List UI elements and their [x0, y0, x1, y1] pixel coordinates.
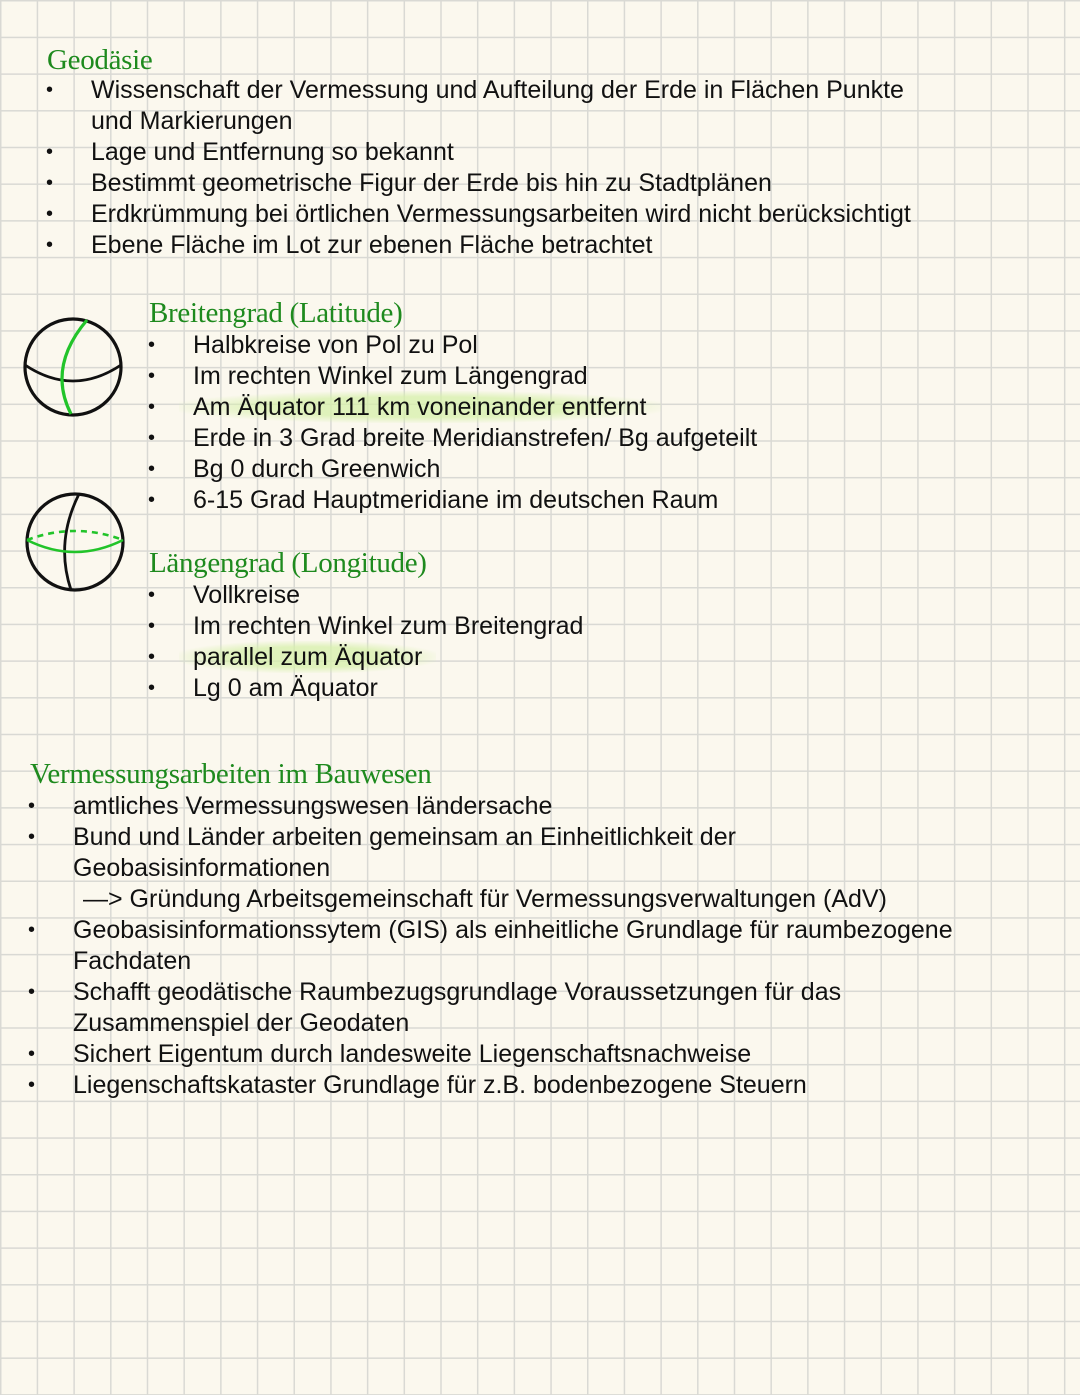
list-item [148, 673, 948, 704]
bullet: • [148, 646, 156, 668]
list-item [46, 168, 1026, 199]
bullet: • [28, 826, 36, 848]
list-item [28, 791, 1068, 822]
list-item-text: Ebene Fläche im Lot zur ebenen Fläche betrachtet [91, 231, 653, 259]
list-item-text: Schafft geodätische Raumbezugsgrundlage Voraussetzungen für das [73, 978, 842, 1006]
list-item-text: 6-15 Grad Hauptmeridiane im deutschen Raum [193, 486, 719, 514]
bullet: • [28, 795, 36, 817]
list-item-text: und Markierungen [91, 107, 293, 135]
list-item-text: Fachdaten [73, 947, 192, 975]
bullet: • [28, 919, 36, 941]
list-item-text: Sichert Eigentum durch landesweite Liegenschaftsnachweise [73, 1040, 752, 1068]
bullet: • [148, 677, 156, 699]
list-item [148, 611, 948, 642]
list-item [148, 361, 948, 392]
list-item-text: Im rechten Winkel zum Breitengrad [193, 612, 584, 640]
list-item-text: Wissenschaft der Vermessung und Aufteilung der Erde in Flächen Punkte [91, 76, 904, 104]
list-item-text: Bund und Länder arbeiten gemeinsam an Einheitlichkeit der [73, 823, 736, 851]
list-item [46, 137, 1026, 168]
bauwesen-heading: Vermessungsarbeiten im Bauwesen [30, 758, 432, 790]
list-item-text: Zusammenspiel der Geodaten [73, 1009, 410, 1037]
list-item-text: Erdkrümmung bei örtlichen Vermessungsarbeiten wird nicht berücksichtigt [91, 200, 911, 228]
list-item-text: Geobasisinformationssytem (GIS) als einheitliche Grundlage für raumbezogene [73, 916, 953, 944]
list-item [28, 977, 1068, 1039]
list-item-text: Liegenschaftskataster Grundlage für z.B. bodenbezogene Steuern [73, 1071, 807, 1099]
list-item [148, 454, 948, 485]
list-item [148, 330, 948, 361]
arrow-note: —> Gründung Arbeitsgemeinschaft für Vermessungsverwaltungen (AdV) [83, 885, 887, 913]
bullet: • [46, 203, 54, 225]
list-item [148, 485, 948, 516]
list-item [46, 75, 1026, 137]
list-item [46, 230, 1026, 261]
bullet: • [28, 981, 36, 1003]
bullet: • [148, 396, 156, 418]
highlighted-text: Am Äquator 111 km voneinander entfernt [179, 391, 661, 423]
list-item [28, 822, 1068, 915]
bullet: • [46, 172, 54, 194]
list-item [148, 392, 948, 423]
bullet: • [46, 234, 54, 256]
geodaesie-list [46, 75, 1026, 261]
globe-longitude-icon [23, 490, 127, 594]
breitengrad-list [148, 330, 948, 516]
breitengrad-heading: Breitengrad (Latitude) [149, 297, 403, 329]
list-item-text: Halbkreise von Pol zu Pol [193, 331, 478, 359]
bauwesen-list [28, 791, 1068, 1101]
geodaesie-heading: Geodäsie [47, 44, 153, 76]
bullet: • [28, 1074, 36, 1096]
list-item-text: Lage und Entfernung so bekannt [91, 138, 454, 166]
list-item [28, 1039, 1068, 1070]
globe-latitude-icon [21, 315, 125, 419]
list-item [148, 580, 948, 611]
list-item-text: Im rechten Winkel zum Längengrad [193, 362, 588, 390]
list-item-text: Bestimmt geometrische Figur der Erde bis hin zu Stadtplänen [91, 169, 772, 197]
list-item-text: amtliches Vermessungswesen ländersache [73, 792, 553, 820]
bullet: • [148, 615, 156, 637]
bullet: • [148, 458, 156, 480]
bullet: • [148, 334, 156, 356]
bullet: • [28, 1043, 36, 1065]
bullet: • [148, 584, 156, 606]
bullet: • [148, 365, 156, 387]
laengengrad-list [148, 580, 948, 704]
list-item [28, 1070, 1068, 1101]
list-item [148, 423, 948, 454]
list-item-text: Lg 0 am Äquator [193, 674, 378, 702]
list-item [28, 915, 1068, 977]
bullet: • [148, 489, 156, 511]
laengengrad-heading: Längengrad (Longitude) [149, 547, 427, 579]
bullet: • [46, 79, 54, 101]
bullet: • [46, 141, 54, 163]
list-item-text: Vollkreise [193, 581, 300, 609]
list-item [46, 199, 1026, 230]
list-item [148, 642, 948, 673]
list-item-text: Erde in 3 Grad breite Meridianstrefen/ Bg aufgeteilt [193, 424, 758, 452]
list-item-text: Geobasisinformationen [73, 854, 331, 882]
list-item-text: Bg 0 durch Greenwich [193, 455, 441, 483]
bullet: • [148, 427, 156, 449]
highlighted-text: parallel zum Äquator [179, 641, 436, 673]
